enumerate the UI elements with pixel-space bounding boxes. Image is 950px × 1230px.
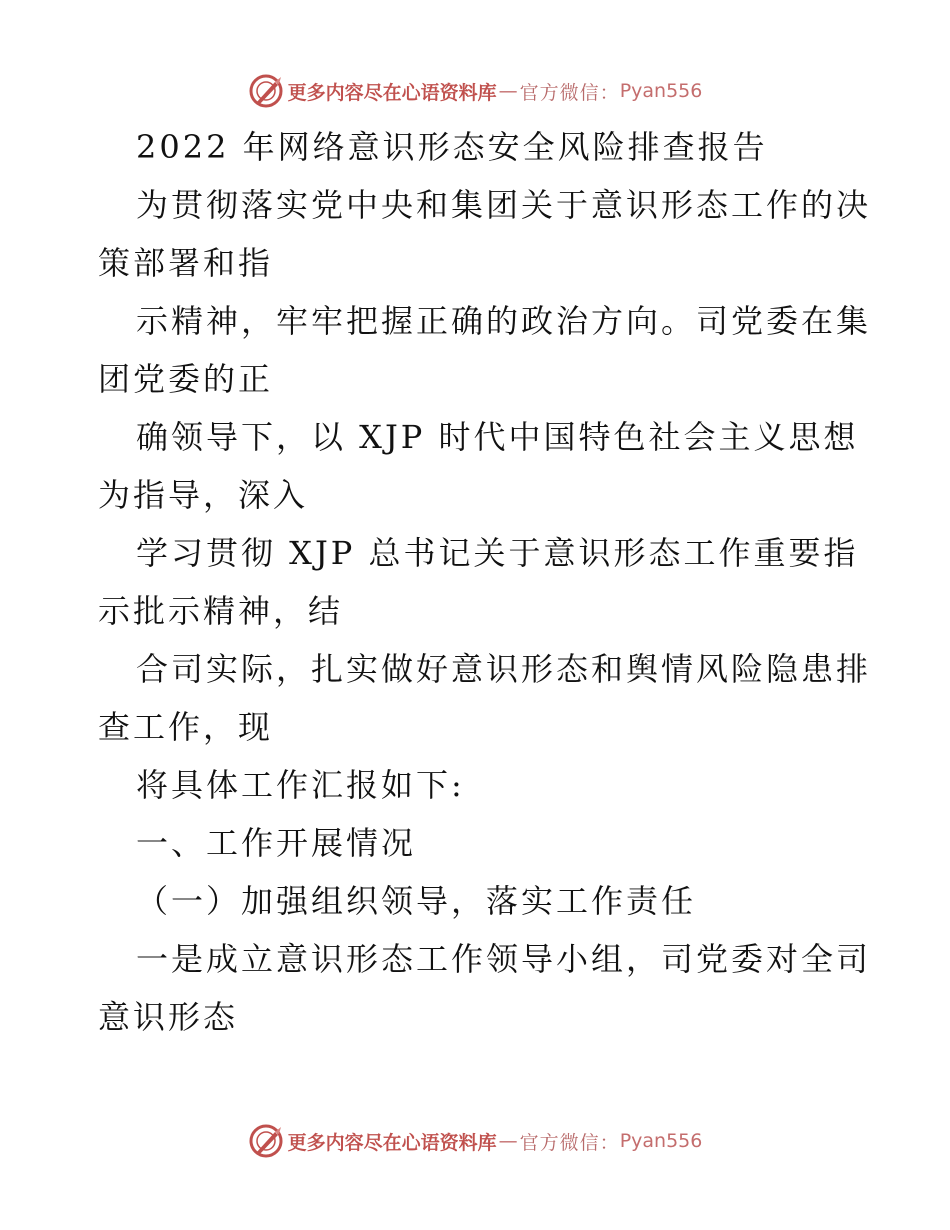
document-body — [98, 118, 872, 1046]
watermark-wechat-label: 官方微信： — [519, 81, 620, 104]
text-line: 一是成立意识形态工作领导小组，司党委对全司 — [136, 940, 872, 978]
watermark-site-name: 更多内容尽在心语资料库 — [287, 1131, 497, 1154]
text-line: 策部署和指 — [98, 244, 274, 282]
watermark-wechat-label: 官方微信： — [519, 1131, 620, 1154]
text-line: （一）加强组织领导，落实工作责任 — [136, 882, 697, 920]
text-line: 为指导，深入 — [98, 476, 309, 514]
text-line: 确领导下，以 XJP 时代中国特色社会主义思想 — [136, 418, 859, 456]
watermark-dash: — — [498, 80, 518, 102]
quill-seal-icon — [248, 73, 284, 109]
text-line: 合司实际，扎实做好意识形态和舆情风险隐患排 — [136, 650, 872, 688]
text-line: 意识形态 — [98, 998, 239, 1036]
text-line: 团党委的正 — [98, 360, 274, 398]
text-line: 将具体工作汇报如下: — [136, 766, 465, 804]
quill-seal-icon — [248, 1123, 284, 1159]
watermark-wechat-id: Pyan556 — [619, 80, 703, 102]
text-line: 为贯彻落实党中央和集团关于意识形态工作的决 — [136, 186, 872, 224]
watermark-wechat-id: Pyan556 — [619, 1130, 703, 1152]
text-line: 一、工作开展情况 — [136, 824, 417, 862]
watermark-site-name: 更多内容尽在心语资料库 — [287, 81, 497, 104]
text-line: 示精神，牢牢把握正确的政治方向。司党委在集 — [136, 302, 872, 340]
document-title: 2022 年网络意识形态安全风险排查报告 — [136, 128, 768, 166]
text-line: 示批示精神，结 — [98, 592, 344, 630]
text-line: 学习贯彻 XJP 总书记关于意识形态工作重要指 — [136, 534, 859, 572]
watermark-dash: — — [498, 1130, 518, 1152]
text-line: 查工作，现 — [98, 708, 274, 746]
watermark-header — [0, 71, 950, 111]
watermark-footer — [0, 1121, 950, 1161]
